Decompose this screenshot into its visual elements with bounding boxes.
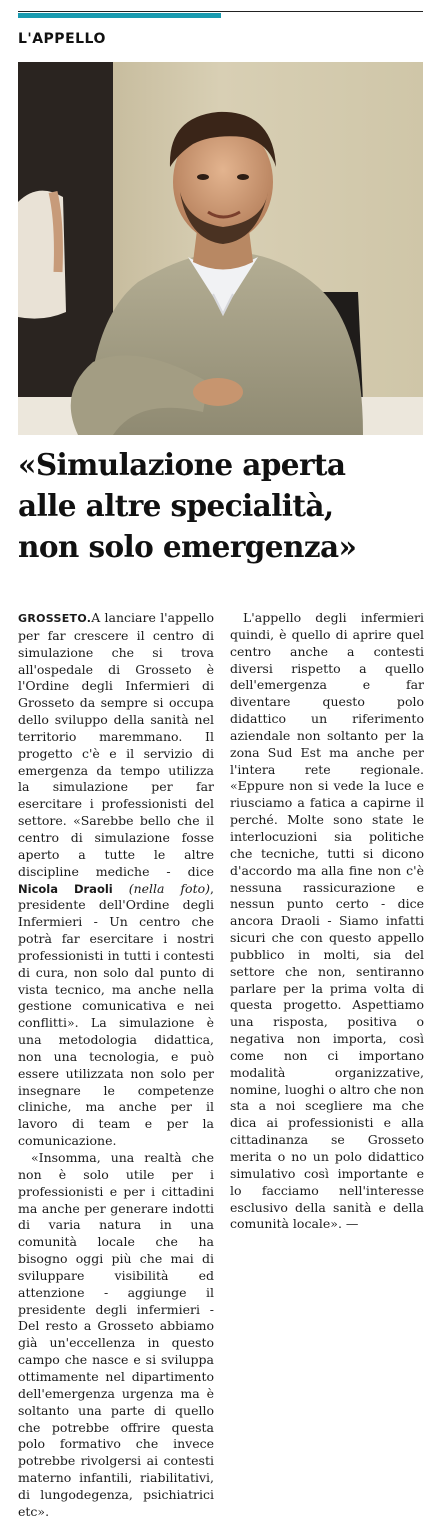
paragraph-1-text-a: A lanciare l'appello per far crescere il centro di simulazione che si trova all'ospedale di Grosseto è l'Ordine degli Infermieri di Grosseto da sempre si occupa dello sviluppo della sanità nel territorio maremmano. Il progetto c'è e il servizio di emergenza da tempo utilizza la simulazione per far esercitare i professionisti del settore. «Sarebbe bello che il centro di simulazione fosse aperto a tutte le altre discipline mediche - dice: [18, 610, 214, 879]
top-rule: [18, 11, 423, 12]
headline-line-1: «Simulazione aperta: [18, 447, 346, 482]
paragraph-3: L'appello degli infermieri quindi, è quello di aprire quel centro anche a contesti diversi rispetto a quello dell'emergenza e far diventare questo polo didattico un riferimento aziendale non soltanto per la zona Sud Est ma anche per l'intera rete regionale. «Eppure non si vede la luce e riusciamo a fatica a capirne il perché. Molte sono state le interlocuzioni sia politiche che tecniche, tutti si dicono d'accordo ma alla fine non c'è nessuna rassicurazione e nessun punto certo - dice ancora Draoli - Siamo infatti sicuri che con questo appello pubblico in molti, sia del settore che non, sentiranno parlare per la prima volta di questa progetto. Aspettiamo una risposta, positiva o negativa non importa, così come non ci importano modalità organizzative, nomine, luoghi o altro che non sta a noi scegliere ma che dica ai professionisti e alla cittadinanza se Grosseto merita o no un polo didattico simulativo così importante e lo facciamo nell'interesse esclusivo della sanità e della comunità locale». —: [230, 610, 424, 1232]
portrait-illustration: [18, 62, 423, 435]
accent-bar: [18, 13, 221, 18]
article-column-left: [18, 610, 214, 1521]
section-label: L'APPELLO: [18, 31, 106, 47]
headline-line-2: alle altre specialità,: [18, 488, 334, 523]
paragraph-1-text-b: , presidente dell'Ordine degli Infermieri - Un centro che potrà far esercitare i nostri professionisti in tutti i contesti di cura, non solo dal punto di vista tecnico, ma anche nella gestione comunicativa e nei conflitti». La simulazione è una metodologia didattica, non una tecnologia, e può essere utilizzata non solo per insegnare le competenze cliniche, ma anche per il lavoro di team e per la comunicazione.: [18, 880, 214, 1149]
photo-note: (nella foto): [128, 880, 210, 896]
article-photo: [18, 62, 423, 435]
paragraph-1: [18, 610, 214, 1150]
person-name: Nicola Draoli: [18, 881, 113, 896]
paragraph-2: «Insomma, una realtà che non è solo utile per i professionisti e per i cittadini ma anche per generare indotti di varia natura in una comunità locale che ha bisogno oggi più che mai di sviluppare visibilità ed attenzione - aggiunge il presidente degli infermieri - Del resto a Grosseto abbiamo già un'eccellenza in questo campo che nasce e si sviluppa ottimamente nel dipartimento dell'emergenza urgenza ma è soltanto una parte di quello che potrebbe offrire questa polo formativo che invece potrebbe rivolgersi ai contesti materno infantili, riabilitativi, di lungodegenza, psichiatrici etc».: [18, 1150, 214, 1519]
dateline: GROSSETO.: [18, 612, 92, 625]
headline: [18, 444, 423, 567]
article-column-right: [230, 610, 424, 1233]
headline-line-3: non solo emergenza»: [18, 529, 357, 564]
